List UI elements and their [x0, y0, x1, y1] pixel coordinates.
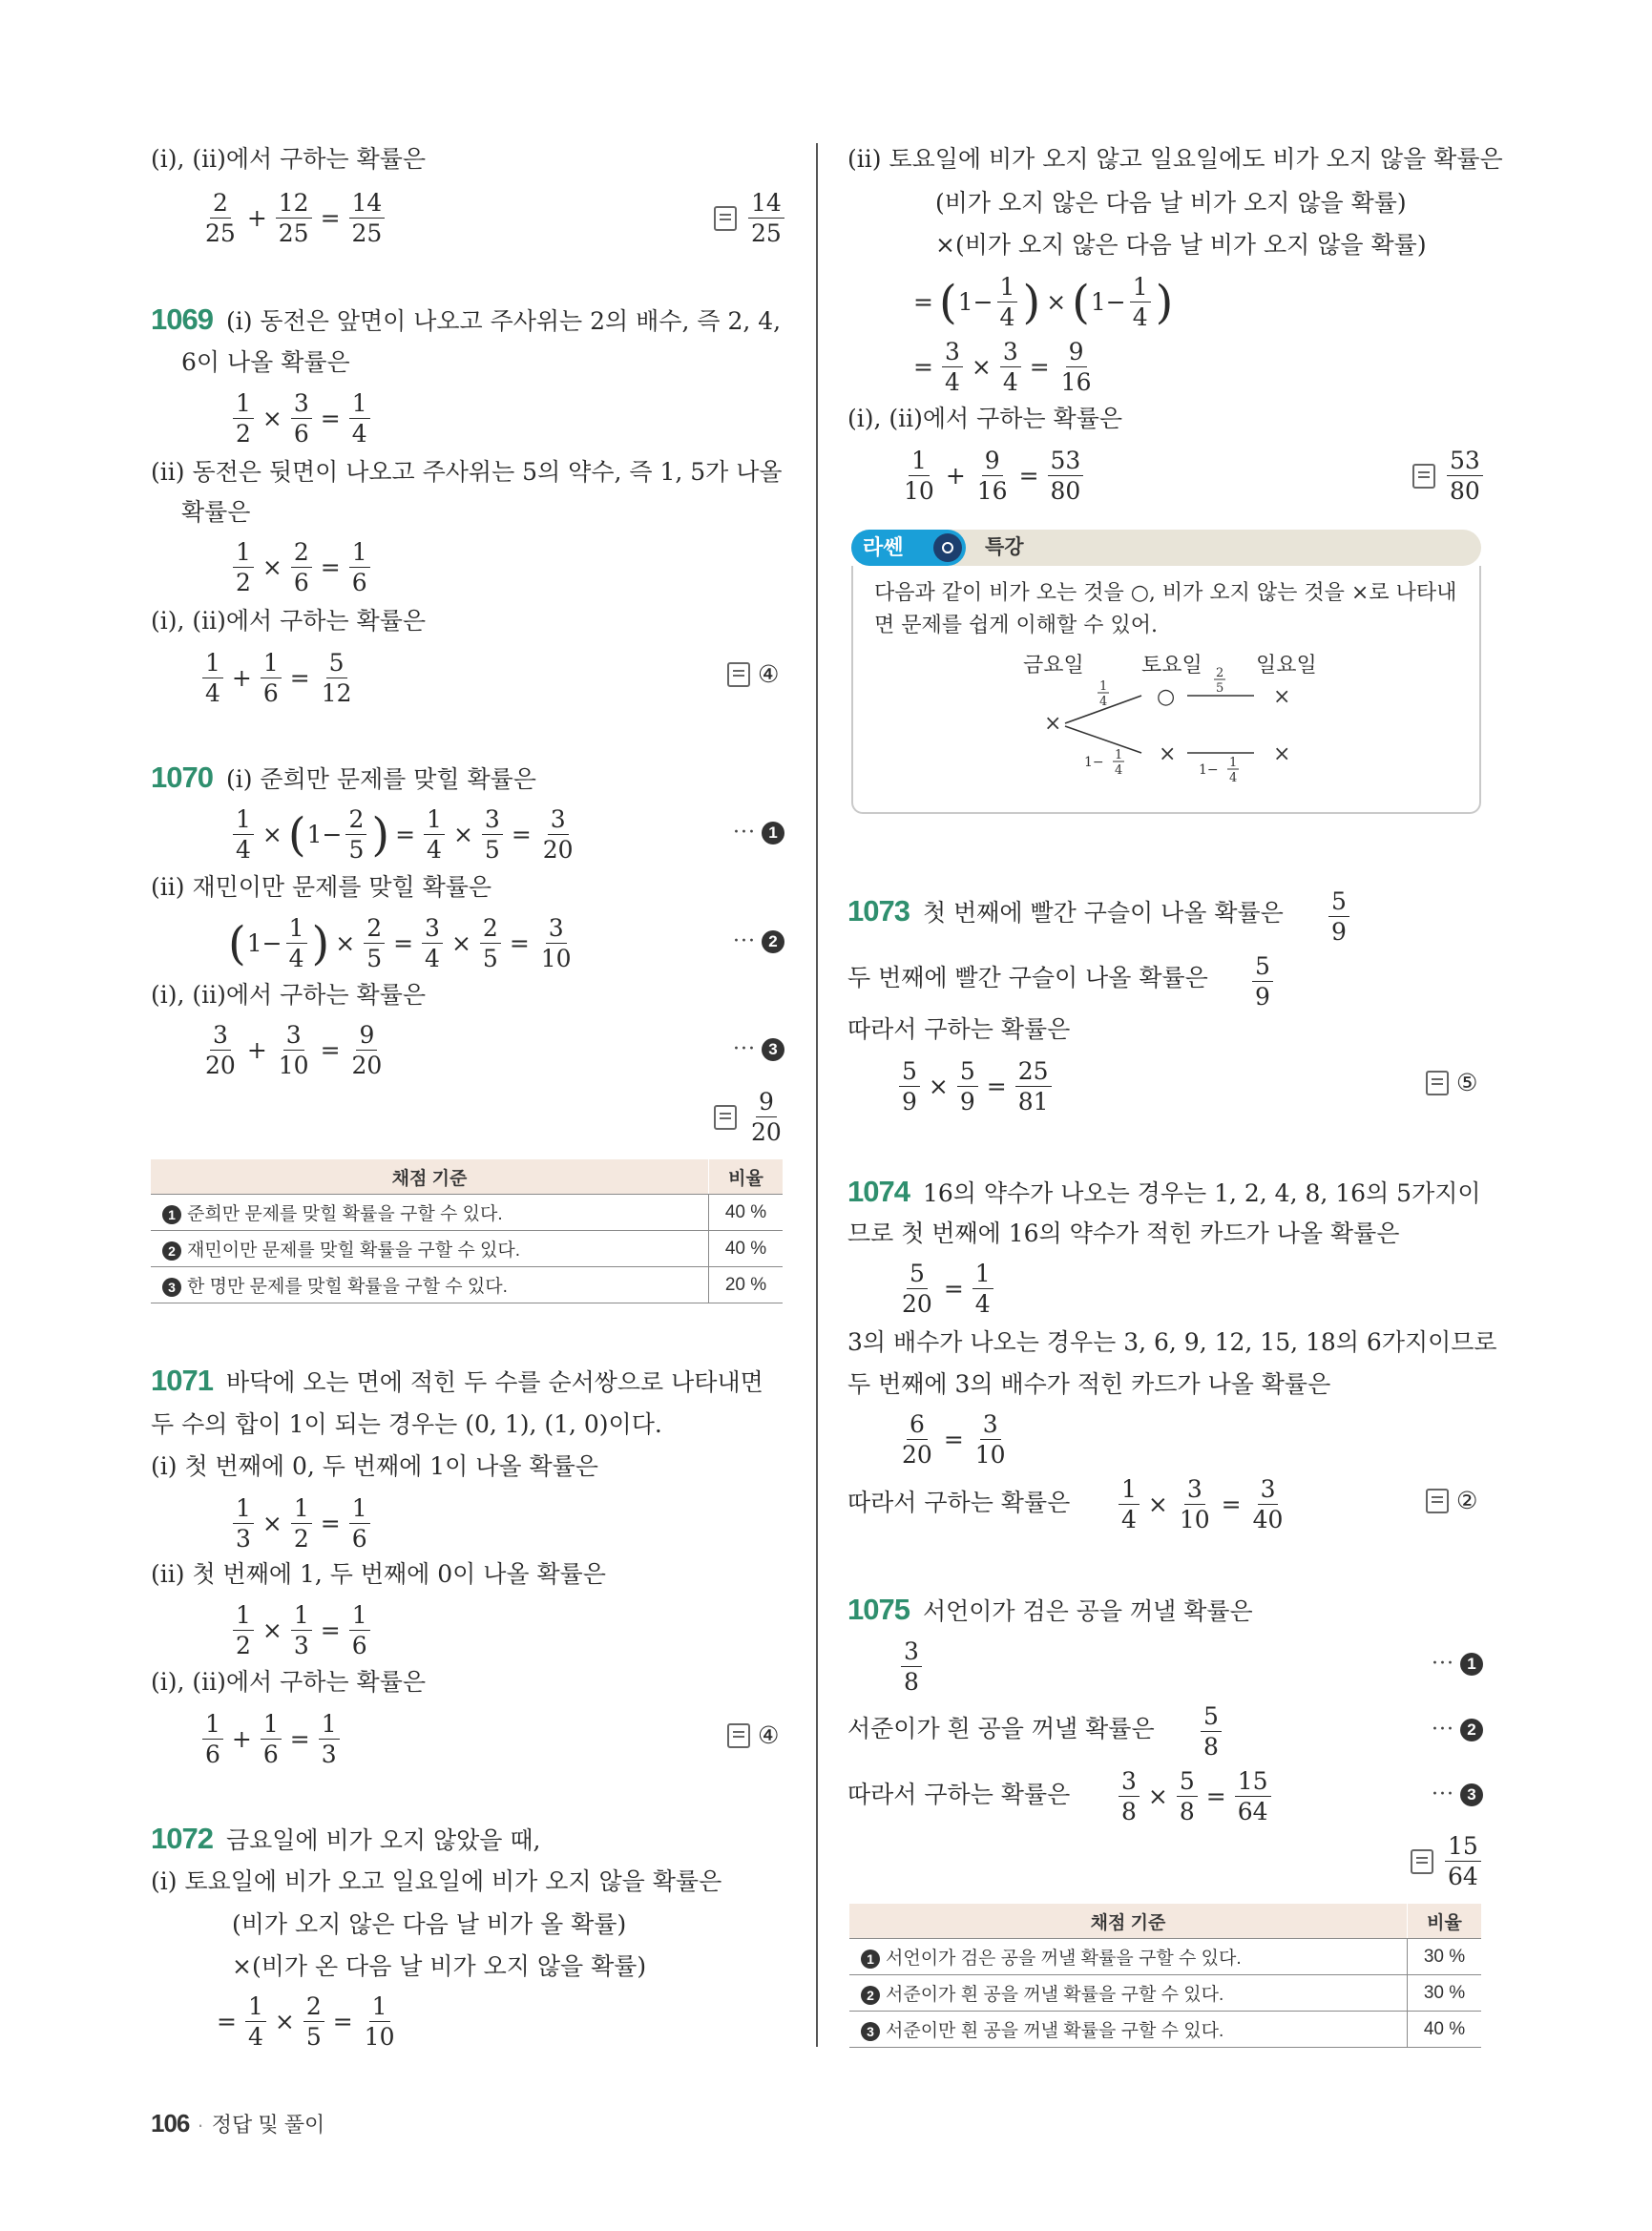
special-lecture-box [851, 530, 1481, 816]
equation: $\frac{1}{2}$ × $\frac{2}{6}$ = $\frac{1}{6}$ [229, 540, 374, 594]
text-line: ×(비가 온 다음 날 비가 오지 않을 확률) [232, 1952, 647, 1980]
day-label: 토요일 [1141, 654, 1202, 678]
text-line: 6이 나올 확률은 [181, 348, 350, 376]
text-line: (ⅰ), (ⅱ)에서 구하는 확률은 [151, 1668, 426, 1696]
branch-label: 2 [1216, 666, 1224, 680]
tree-node-circle: ○ [1157, 685, 1176, 709]
text-line: (ⅰ), (ⅱ)에서 구하는 확률은 [151, 981, 426, 1009]
tree-node-cross: × [1159, 742, 1177, 766]
text-line: 므로 첫 번째에 16의 약수가 적힌 카드가 나올 확률은 [847, 1220, 1400, 1247]
answer-icon [1411, 1849, 1433, 1874]
text-line: 따라서 구하는 확률은 [847, 1781, 1071, 1808]
fraction: $\frac{14}{25}$ [349, 191, 386, 245]
text-line: (ⅱ) 첫 번째에 1, 두 번째에 0이 나올 확률은 [151, 1560, 606, 1588]
equation: $\frac{3}{8}$ × $\frac{5}{8}$ = $\frac{15}{64}$ [1115, 1769, 1275, 1824]
circle-logo-icon [933, 533, 962, 562]
equation: = $\frac{1}{4}$ × $\frac{2}{5}$ = $\frac{1}{10}$ [217, 1992, 395, 2051]
text-line: 확률은 [181, 498, 251, 526]
step-marker: ··· 2 [1432, 1718, 1483, 1741]
branch-label: 1− [1199, 762, 1219, 778]
problem-number: 1071 [151, 1364, 213, 1397]
branch-label: 1− [1084, 755, 1104, 770]
page-number: 106 [151, 2109, 190, 2137]
answer-mark: 9 20 [714, 1090, 788, 1144]
section-title: 정답 및 풀이 [211, 2113, 325, 2137]
equation: $\frac{1}{3}$ × $\frac{1}{2}$ = $\frac{1}{6}$ [229, 1496, 374, 1551]
branch-label: 4 [1115, 763, 1123, 778]
equation: 5 8 [1197, 1704, 1225, 1759]
problem-1072-line: 1072 금요일에 비가 오지 않았을 때, [151, 1822, 541, 1855]
answer-mark: ④ [727, 1721, 779, 1749]
text-line: 두 번째에 3의 배수가 적힌 카드가 나올 확률은 [847, 1370, 1331, 1398]
step-marker: ··· 2 [733, 929, 784, 953]
equation: 1 6 + $\frac{1}{6}$ = $\frac{1}{3}$ [199, 1712, 344, 1766]
table-row: 1 준희만 문제를 맞힐 확률을 구할 수 있다. 40 % [151, 1195, 783, 1231]
text-line: 두 수의 합이 1이 되는 경우는 (0, 1), (1, 0)이다. [151, 1410, 662, 1438]
page-footer: 106 · 정답 및 풀이 [151, 2109, 325, 2137]
box-text: 면 문제를 쉽게 이해할 수 있어. [874, 614, 1158, 637]
table-row: 2 서준이가 흰 공을 꺼낼 확률을 구할 수 있다. 30 % [849, 1975, 1481, 2012]
answer-icon [727, 1723, 750, 1748]
column-divider [816, 143, 818, 2047]
step-marker: ··· 3 [1432, 1783, 1483, 1806]
tree-branch [1065, 726, 1141, 753]
text-line: ×(비가 오지 않은 다음 날 비가 오지 않을 확률) [935, 231, 1427, 259]
day-label: 일요일 [1256, 654, 1317, 678]
box-text: 다음과 같이 비가 오는 것을 ○, 비가 오지 않는 것을 ×로 나타내 [874, 581, 1457, 605]
equation: $\frac{6}{20}$ = $\frac{3}{10}$ [902, 1410, 1006, 1469]
equation: = ( 1− $\frac{1}{4}$ ) × ( 1− $\frac{1}{4}$ ) [913, 273, 1174, 331]
problem-number: 1072 [151, 1822, 213, 1855]
branch-label: 5 [1216, 681, 1224, 696]
text-line: (ⅰ), (ⅱ)에서 구하는 확률은 [847, 405, 1122, 432]
branch-label: 1 [1229, 756, 1238, 770]
equation: $\frac{5}{20}$ = $\frac{1}{4}$ [895, 1261, 997, 1316]
step-marker: ··· 3 [733, 1037, 784, 1061]
tree-node-cross: × [1273, 685, 1291, 709]
text-line: (ⅰ) 토요일에 비가 오고 일요일에 비가 오지 않을 확률은 [151, 1867, 722, 1895]
text-line: 두 번째에 빨간 구슬이 나올 확률은 [847, 964, 1208, 991]
equation: 3 8 [897, 1639, 926, 1694]
branch-label: 4 [1229, 771, 1238, 785]
answer-mark: 53 80 [1412, 448, 1487, 503]
box-body [851, 566, 1481, 814]
text-line: (ⅰ), (ⅱ)에서 구하는 확률은 [151, 607, 426, 635]
text-line: (ⅱ) 토요일에 비가 오지 않고 일요일에도 비가 오지 않을 확률은 [847, 145, 1503, 173]
answer-icon [714, 206, 737, 231]
problem-1069-line: 1069 (ⅰ) 동전은 앞면이 나오고 주사위는 2의 배수, 즉 2, 4, [151, 302, 782, 336]
text-line: (비가 오지 않은 다음 날 비가 올 확률) [232, 1910, 627, 1938]
answer-mark: ⑤ [1426, 1069, 1477, 1096]
problem-1073-line: 1073 첫 번째에 빨간 구슬이 나올 확률은 [847, 894, 1284, 928]
table-row: 2 재민이만 문제를 맞힐 확률을 구할 수 있다. 40 % [151, 1231, 783, 1267]
table-row: 1 서언이가 검은 공을 꺼낼 확률을 구할 수 있다. 30 % [849, 1939, 1481, 1975]
answer-mark: 15 64 [1411, 1834, 1485, 1888]
fraction: 14 25 [748, 191, 784, 245]
equation: $\frac{1}{2}$ × $\frac{1}{3}$ = $\frac{1}{6}$ [229, 1603, 374, 1658]
text-line: (ⅱ) 동전은 뒷면이 나오고 주사위는 5의 약수, 즉 1, 5가 나올 [151, 458, 783, 486]
equation: = $\frac{3}{4}$ × $\frac{3}{4}$ = $\frac{9}{16}$ [913, 338, 1092, 396]
tree-node-cross: × [1044, 712, 1062, 736]
tree-node-cross: × [1273, 742, 1291, 766]
step-marker: ··· 1 [733, 821, 784, 844]
equation: 2 25 + $\frac{12}{25}$ = $\frac{14}{25}$ [199, 191, 388, 245]
problem-number: 1075 [847, 1593, 910, 1626]
equation: 1 10 + $\frac{9}{16}$ = $\frac{53}{80}$ [897, 448, 1087, 503]
step-marker: ··· 1 [1432, 1652, 1483, 1676]
text-line: (ⅰ), (ⅱ)에서 구하는 확률은 [151, 145, 426, 173]
problem-number: 1070 [151, 761, 213, 794]
answer-icon [1426, 1071, 1449, 1095]
fraction: $\frac{12}{25}$ [276, 191, 312, 245]
problem-1071-line: 1071 바닥에 오는 면에 적힌 두 수를 순서쌍으로 나타내면 [151, 1364, 763, 1397]
answer-mark: ② [1426, 1487, 1477, 1514]
answer-mark: ④ [727, 660, 779, 688]
text-line: (비가 오지 않은 다음 날 비가 오지 않을 확률) [935, 189, 1407, 217]
branch-label: 1 [1099, 679, 1108, 694]
table-row: 3 한 명만 문제를 맞힐 확률을 구할 수 있다. 20 % [151, 1267, 783, 1303]
equation: $\frac{1}{2}$ × $\frac{3}{6}$ = $\frac{1}{4}$ [229, 391, 374, 446]
scoring-table: 채점 기준 비율 1 서언이가 검은 공을 꺼낼 확률을 구할 수 있다. 30 % 2 서준이가 흰 공을 꺼낼 확률을 구할 수 있다. 30 % 3 서준이만 흰 공을 꺼낼 확률을 구할 수 있다. 40 % [849, 1904, 1481, 2048]
day-label: 금요일 [1023, 654, 1084, 678]
answer-icon [1412, 464, 1435, 489]
problem-number: 1074 [847, 1175, 910, 1208]
text-line: 서준이가 흰 공을 꺼낼 확률은 [847, 1715, 1155, 1742]
equation: 5 9 [1325, 889, 1353, 944]
equation: 1 4 + $\frac{1}{6}$ = $\frac{5}{12}$ [199, 651, 359, 705]
text-line: (ⅱ) 재민이만 문제를 맞힐 확률은 [151, 873, 492, 901]
branch-label: 4 [1099, 695, 1108, 709]
box-header [851, 530, 1481, 566]
text-line: 3의 배수가 나오는 경우는 3, 6, 9, 12, 15, 18의 6가지이므로 [847, 1328, 1497, 1356]
answer-icon [714, 1105, 737, 1130]
problem-1075-line: 1075 서언이가 검은 공을 꺼낼 확률은 [847, 1593, 1253, 1626]
problem-number: 1069 [151, 302, 213, 336]
problem-1070-line: 1070 (ⅰ) 준희만 문제를 맞힐 확률은 [151, 761, 536, 794]
text-line: 따라서 구하는 확률은 [847, 1015, 1071, 1043]
text-line: (ⅰ) 첫 번째에 0, 두 번째에 1이 나올 확률은 [151, 1452, 598, 1480]
equation: 5 9 [1248, 954, 1277, 1009]
text-line: 따라서 구하는 확률은 [847, 1489, 1071, 1516]
box-title: 특강 [985, 536, 1024, 558]
answer-icon [1426, 1489, 1449, 1513]
branch-label: 1 [1115, 748, 1123, 762]
fraction: 2 25 [205, 189, 236, 247]
equation: ( 1− $\frac{1}{4}$ ) × $\frac{2}{5}$ = $\frac{3}{4}$ × $\frac{2}{5}$ = $\frac{3}{10}$ [228, 914, 572, 972]
equation: $\frac{1}{4}$ × ( 1− $\frac{2}{5}$ ) = $\frac{1}{4}$ × $\frac{3}{5}$ = $\frac{3}{20}$ [229, 807, 580, 862]
equation: 3 20 + $\frac{3}{10}$ = $\frac{9}{20}$ [205, 1021, 383, 1079]
brand-badge: 라쎈 [851, 530, 966, 566]
answer-mark [714, 191, 788, 245]
equation: $\frac{5}{9}$ × $\frac{5}{9}$ = $\frac{25}{81}$ [895, 1059, 1056, 1114]
equation: $\frac{1}{4}$ × $\frac{3}{10}$ = $\frac{3}{40}$ [1115, 1477, 1289, 1532]
table-row: 3 서준이만 흰 공을 꺼낼 확률을 구할 수 있다. 40 % [849, 2012, 1481, 2048]
scoring-table: 채점 기준 비율 1 준희만 문제를 맞힐 확률을 구할 수 있다. 40 % 2 재민이만 문제를 맞힐 확률을 구할 수 있다. 40 % 3 한 명만 문제를 맞힐 확률을 구할 수 있다. 20 % [151, 1159, 783, 1303]
problem-number: 1073 [847, 894, 910, 928]
problem-1074-line: 1074 16의 약수가 나오는 경우는 1, 2, 4, 8, 16의 5가지이 [847, 1175, 1481, 1208]
answer-icon [727, 662, 750, 687]
